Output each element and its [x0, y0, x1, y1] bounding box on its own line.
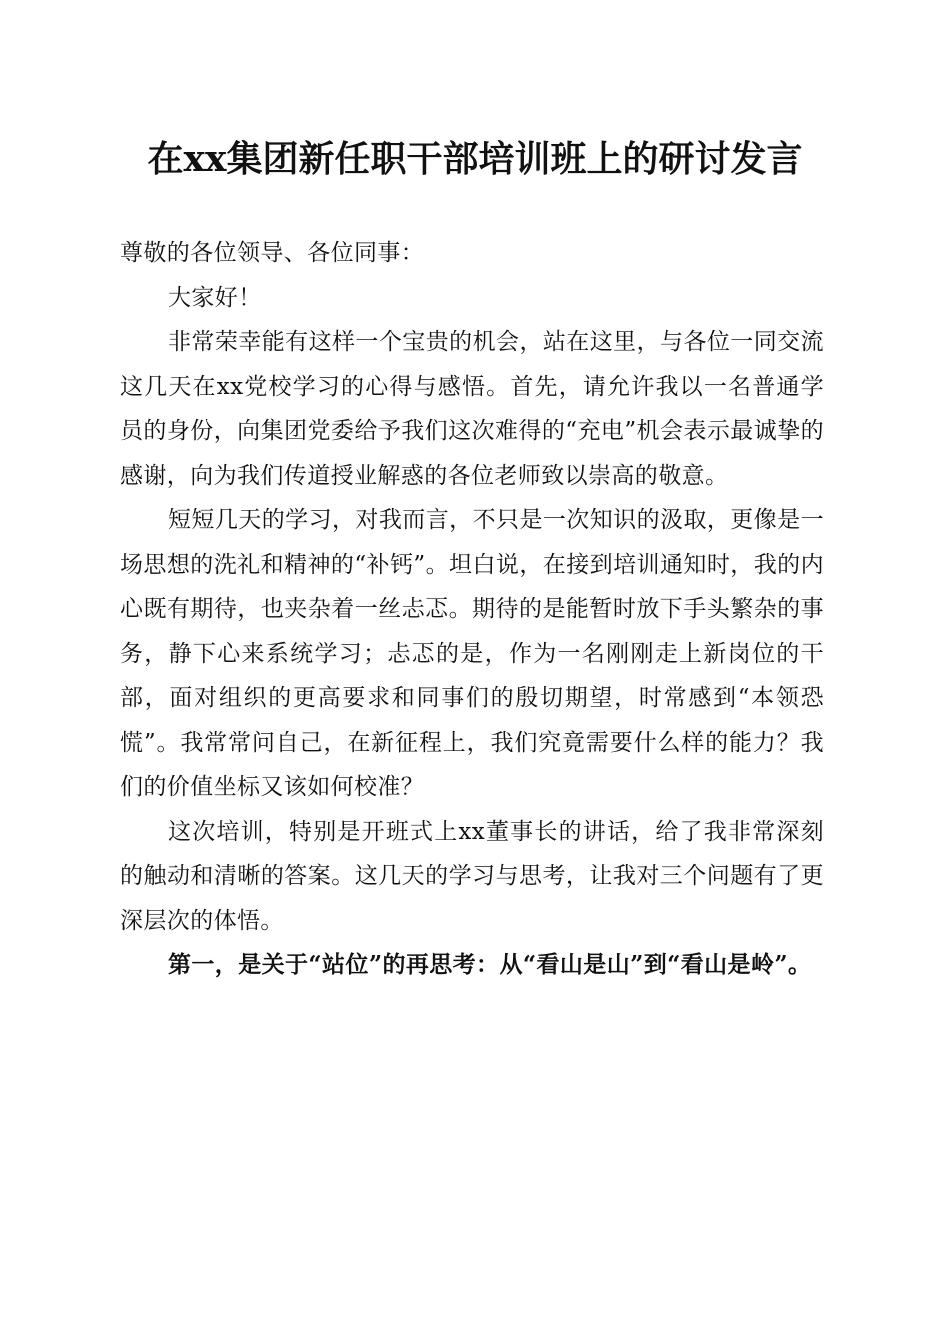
paragraph-1: 非常荣幸能有这样一个宝贵的机会，站在这里，与各位一同交流这几天在xx党校学习的心得与感悟。首先，请允许我以一名普通学员的身份，向集团党委给予我们这次难得的“充电”机会表示最诚挚的感谢，向为我们传道授业解惑的各位老师致以崇高的敬意。	[120, 329, 824, 489]
salutation: 尊敬的各位领导、各位同事：	[120, 240, 425, 266]
document-body	[120, 231, 824, 988]
paragraph-2: 短短几天的学习，对我而言，不只是一次知识的汲取，更像是一场思想的洗礼和精神的“补钙”。坦白说，在接到培训通知时，我的内心既有期待，也夹杂着一丝忐忑。期待的是能暂时放下手头繁杂的事务，静下心来系统学习；忐忑的是，作为一名刚刚走上新岗位的干部，面对组织的更高要求和同事们的殷切期望，时常感到“本领恐慌”。我常常问自己，在新征程上，我们究竟需要什么样的能力？我们的价值坐标又该如何校准？	[120, 507, 824, 800]
section-heading-1: 第一，是关于“站位”的再思考：从“看山是山”到“看山是岭”。	[168, 951, 812, 978]
greeting: 大家好！	[168, 284, 262, 311]
document-title: 在xx集团新任职干部培训班上的研讨发言	[147, 138, 803, 180]
paragraph-3: 这次培训，特别是开班式上xx董事长的讲话，给了我非常深刻的触动和清晰的答案。这几天的学习与思考，让我对三个问题有了更深层次的体悟。	[120, 818, 824, 934]
